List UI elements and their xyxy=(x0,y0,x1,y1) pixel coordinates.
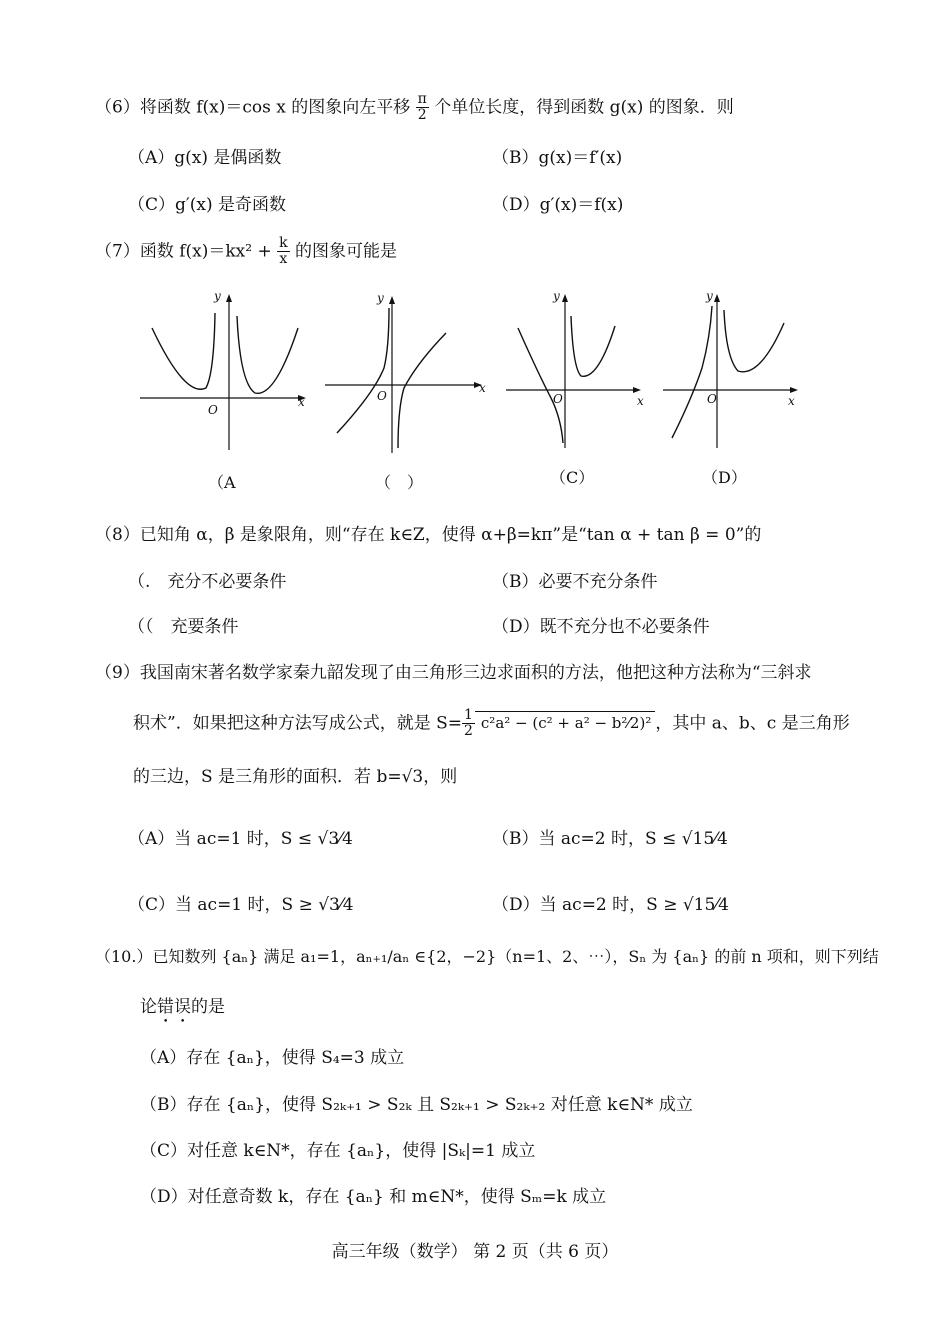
q8-option-b[interactable]: （B）必要不充分条件 xyxy=(492,572,658,592)
curve-right xyxy=(237,316,298,393)
q6-option-c[interactable]: （C）g′(x) 是奇函数 xyxy=(128,195,287,215)
curve-right xyxy=(571,316,615,376)
q10-option-a[interactable]: （A）存在 {aₙ}，使得 S₄=3 成立 xyxy=(140,1048,405,1068)
q8-option-c[interactable]: （（ 充要条件 xyxy=(128,617,239,637)
q9-option-a[interactable]: （A）当 ac=1 时，S ≤ √3⁄4 xyxy=(128,829,353,849)
q8-stem: （8）已知角 α，β 是象限角，则“存在 k∈Z，使得 α+β=kπ”是“tan α + tan β = 0”的 xyxy=(95,525,762,545)
curve-left xyxy=(672,306,712,438)
svg-text:y: y xyxy=(377,291,384,305)
q10-line2: 论错误的是 xyxy=(140,997,225,1017)
svg-text:y: y xyxy=(214,289,221,303)
svg-text:O: O xyxy=(377,389,387,403)
q6-stem: （6）将函数 f(x)＝cos x 的图象向左平移 $\frac{\pi}{2}$ 个单位长度，得到函数 g(x) 的图象．则 xyxy=(95,91,734,124)
svg-text:x: x xyxy=(788,394,795,408)
q9-option-d[interactable]: （D）当 ac=2 时，S ≥ √15⁄4 xyxy=(492,895,729,915)
graph-d-label: （D） xyxy=(702,468,747,487)
svg-text:O: O xyxy=(553,392,563,406)
q9-formula-radical: c²a² − (c² + a² − b²⁄2)² xyxy=(475,711,655,732)
q7-stem: （7）函数 f(x)＝kx² + $\frac{k}{x}$ 的图象可能是 xyxy=(95,235,398,268)
q6-option-b[interactable]: （B）g(x)＝f′(x) xyxy=(492,148,623,168)
curve-right xyxy=(398,333,446,448)
svg-text:x: x xyxy=(637,394,644,408)
q6-shift-fraction: $\frac{\pi}{2}$ xyxy=(417,91,427,124)
svg-text:y: y xyxy=(553,289,560,303)
svg-text:O: O xyxy=(707,392,717,406)
q9-option-b[interactable]: （B）当 ac=2 时，S ≤ √15⁄4 xyxy=(492,829,728,849)
graph-a[interactable] xyxy=(140,288,310,458)
curve-left xyxy=(518,328,563,443)
graph-a-label: （A xyxy=(208,473,236,492)
curve-left xyxy=(337,308,389,433)
q9-option-c[interactable]: （C）当 ac=1 时，S ≥ √3⁄4 xyxy=(128,895,354,915)
page-footer: 高三年级（数学） 第 2 页（共 6 页） xyxy=(331,1242,619,1262)
q10-emphasis-word: 错误 xyxy=(157,997,191,1017)
graph-c-label: （C） xyxy=(550,468,595,487)
q8-option-d[interactable]: （D）既不充分也不必要条件 xyxy=(492,617,710,637)
q6-option-a[interactable]: （A）g(x) 是偶函数 xyxy=(128,148,282,168)
q10-option-c[interactable]: （C）对任意 k∈N*，存在 {aₙ}，使得 |Sₖ|=1 成立 xyxy=(140,1141,536,1161)
svg-text:x: x xyxy=(298,395,305,409)
q10-line1: （10.）已知数列 {aₙ} 满足 a₁=1，aₙ₊₁/aₙ ∈{2，−2}（n=1、2、⋯），Sₙ 为 {aₙ} 的前 n 项和，则下列结 xyxy=(95,947,879,966)
q9-line3: 的三边，S 是三角形的面积．若 b=√3，则 xyxy=(133,767,458,787)
svg-text:y: y xyxy=(706,289,713,303)
svg-text:x: x xyxy=(479,381,486,395)
q10-option-b[interactable]: （B）存在 {aₙ}，使得 S₂ₖ₊₁ > S₂ₖ 且 S₂ₖ₊₁ > S₂ₖ₊₂ 对任意 k∈N* 成立 xyxy=(140,1095,693,1115)
graph-b-label: （ ） xyxy=(375,473,424,492)
curve-right xyxy=(724,310,784,372)
graph-b[interactable] xyxy=(322,288,492,458)
q9-line2: 积术”．如果把这种方法写成公式，就是 S= $\frac{1}{2}$ c²a² − (c² + a² − b²⁄2)² ，其中 a、b、c 是三角形 xyxy=(133,707,850,740)
q10-option-d[interactable]: （D）对任意奇数 k，存在 {aₙ} 和 m∈N*，使得 Sₘ=k 成立 xyxy=(140,1187,607,1207)
curve-left xyxy=(152,313,215,389)
q9-line1: （9）我国南宋著名数学家秦九韶发现了由三角形三边求面积的方法，他把这种方法称为“三斜求 xyxy=(95,663,812,683)
q6-option-d[interactable]: （D）g′(x)＝f(x) xyxy=(492,195,624,215)
q9-half-fraction: $\frac{1}{2}$ xyxy=(463,707,473,740)
graph-d[interactable] xyxy=(660,288,810,458)
q7-k-fraction: $\frac{k}{x}$ xyxy=(279,235,288,268)
graph-c[interactable] xyxy=(503,288,653,458)
q8-option-a[interactable]: （. 充分不必要条件 xyxy=(128,572,287,592)
svg-text:O: O xyxy=(208,403,218,417)
